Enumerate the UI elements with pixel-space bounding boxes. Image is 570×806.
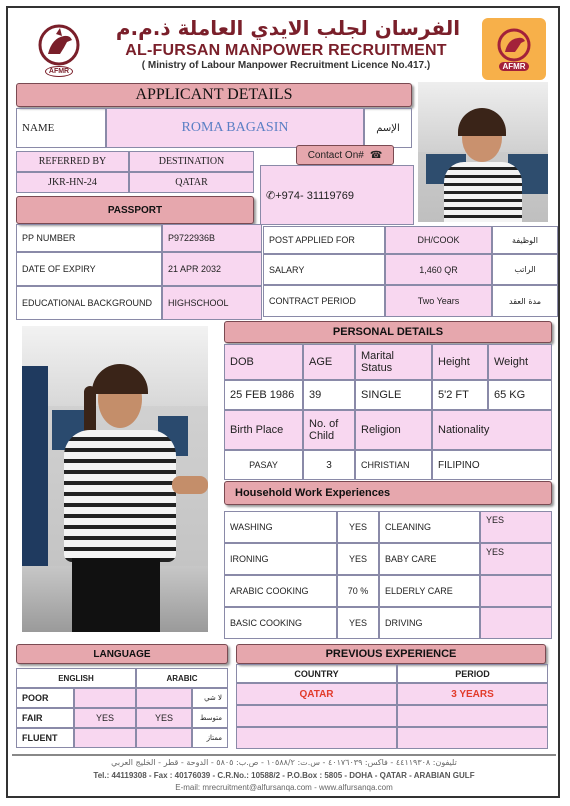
arabic-header: ARABIC (136, 668, 228, 688)
horse-rider-icon (494, 28, 534, 62)
weight-value: 65 KG (488, 380, 552, 410)
household-item-label: CLEANING (379, 511, 480, 543)
company-arabic-name: الفرسان لجلب الايدي العاملة ذ.م.م (115, 16, 461, 40)
marital-label: Marital Status (355, 344, 432, 380)
experience-empty-cell (236, 727, 397, 749)
household-item-label: IRONING (224, 543, 337, 575)
cv-page (6, 6, 560, 798)
company-logo-left (26, 18, 92, 82)
applicant-details-header: APPLICANT DETAILS (16, 83, 412, 107)
height-label: Height (432, 344, 488, 380)
post-applied-arabic: الوظيفة (492, 226, 558, 254)
english-header: ENGLISH (16, 668, 136, 688)
phone-icon: ☎ (369, 149, 383, 161)
language-level-label: FAIR (16, 708, 74, 728)
referred-by-label: REFERRED BY (16, 151, 129, 172)
age-label: AGE (303, 344, 355, 380)
language-level-arabic: ممتاز (192, 728, 228, 748)
logo-text: AFMR (499, 62, 528, 71)
applicant-photo-large (22, 326, 208, 632)
language-arabic-value (136, 688, 192, 708)
post-applied-value: DH/COOK (385, 226, 492, 254)
personal-details-header: PERSONAL DETAILS (224, 321, 552, 343)
footer-email: E-mail: mrecruitment@alfursanqa.com - www.alfursanqa.com (175, 783, 393, 792)
contact-value: ✆+974- 31119769 (260, 165, 414, 225)
experience-country: QATAR (236, 683, 397, 705)
nationality-label: Nationality (432, 410, 552, 450)
language-english-value (74, 688, 136, 708)
religion-label: Religion (355, 410, 432, 450)
household-item-value: YES (480, 511, 552, 543)
language-level-arabic: متوسط (192, 708, 228, 728)
contact-label: Contact On# (307, 149, 364, 161)
dob-value: 25 FEB 1986 (224, 380, 303, 410)
dob-label: DOB (224, 344, 303, 380)
applicant-photo-small (418, 82, 548, 222)
language-english-value (74, 728, 136, 748)
pp-number-label: PP NUMBER (16, 224, 162, 252)
children-label: No. of Child (303, 410, 355, 450)
name-label: NAME (16, 108, 106, 148)
footer-english: Tel.: 44119308 - Fax : 40176039 - C.R.No.: 10588/2 - P.O.Box : 5805 - DOHA - QATAR - ARABIAN GULF (93, 771, 475, 780)
contact-label-box (296, 145, 394, 165)
salary-label: SALARY (263, 254, 385, 285)
language-arabic-value: YES (136, 708, 192, 728)
pp-number-value: P9722936B (162, 224, 262, 252)
country-header: COUNTRY (236, 664, 397, 683)
expiry-label: DATE OF EXPIRY (16, 252, 162, 286)
household-item-value (480, 607, 552, 639)
post-applied-label: POST APPLIED FOR (263, 226, 385, 254)
religion-value: CHRISTIAN (355, 450, 432, 480)
weight-label: Weight (488, 344, 552, 380)
logo-text: AFMR (45, 66, 73, 77)
language-header: LANGUAGE (16, 644, 228, 664)
household-item-label: BABY CARE (379, 543, 480, 575)
household-item-value: YES (337, 511, 379, 543)
household-item-value: YES (337, 543, 379, 575)
salary-value: 1,460 QR (385, 254, 492, 285)
household-item-value: 70 % (337, 575, 379, 607)
household-item-value (480, 575, 552, 607)
children-value: 3 (303, 450, 355, 480)
footer-arabic: تليفون: ٤٤١١٩٣٠٨ - فاكس: ٤٠١٧٦٠٣٩ - س.ت: ١٠٥٨٨/٢ - ص.ب: ٥٨٠٥ - الدوحة - قطر - الخليج العربي (111, 758, 457, 767)
experience-empty-cell (236, 705, 397, 727)
contract-period-arabic: مدة العقد (492, 285, 558, 317)
household-item-value: YES (480, 543, 552, 575)
company-logo-right (482, 18, 546, 80)
licence-text: ( Ministry of Labour Manpower Recruitment Licence No.417.) (141, 60, 431, 71)
destination-value: QATAR (129, 172, 254, 193)
experience-empty-cell (397, 705, 548, 727)
household-header: Household Work Experiences (224, 481, 552, 505)
name-value: ROMA BAGASIN (106, 108, 364, 148)
expiry-value: 21 APR 2032 (162, 252, 262, 286)
education-label: EDUCATIONAL BACKGROUND (16, 286, 162, 320)
contract-period-label: CONTRACT PERIOD (263, 285, 385, 317)
language-arabic-value (136, 728, 192, 748)
household-item-label: WASHING (224, 511, 337, 543)
referred-by-value: JKR-HN-24 (16, 172, 129, 193)
language-english-value: YES (74, 708, 136, 728)
household-item-value: YES (337, 607, 379, 639)
previous-experience-header: PREVIOUS EXPERIENCE (236, 644, 546, 664)
period-header: PERIOD (397, 664, 548, 683)
household-item-label: ELDERLY CARE (379, 575, 480, 607)
education-value: HIGHSCHOOL (162, 286, 262, 320)
experience-period: 3 YEARS (397, 683, 548, 705)
age-value: 39 (303, 380, 355, 410)
birth-place-value: PASAY (224, 450, 303, 480)
salary-arabic: الراتب (492, 254, 558, 285)
language-level-arabic: لا شي (192, 688, 228, 708)
birth-place-label: Birth Place (224, 410, 303, 450)
company-english-name: AL-FURSAN MANPOWER RECRUITMENT (125, 42, 447, 59)
language-level-label: FLUENT (16, 728, 74, 748)
footer-divider (12, 754, 556, 756)
experience-empty-cell (397, 727, 548, 749)
household-item-label: DRIVING (379, 607, 480, 639)
passport-header: PASSPORT (16, 196, 254, 224)
marital-value: SINGLE (355, 380, 432, 410)
nationality-value: FILIPINO (432, 450, 552, 480)
language-level-label: POOR (16, 688, 74, 708)
horse-rider-icon (34, 24, 84, 66)
contract-period-value: Two Years (385, 285, 492, 317)
household-item-label: BASIC COOKING (224, 607, 337, 639)
destination-label: DESTINATION (129, 151, 254, 172)
height-value: 5'2 FT (432, 380, 488, 410)
household-item-label: ARABIC COOKING (224, 575, 337, 607)
name-label-arabic: الإسم (364, 108, 412, 148)
